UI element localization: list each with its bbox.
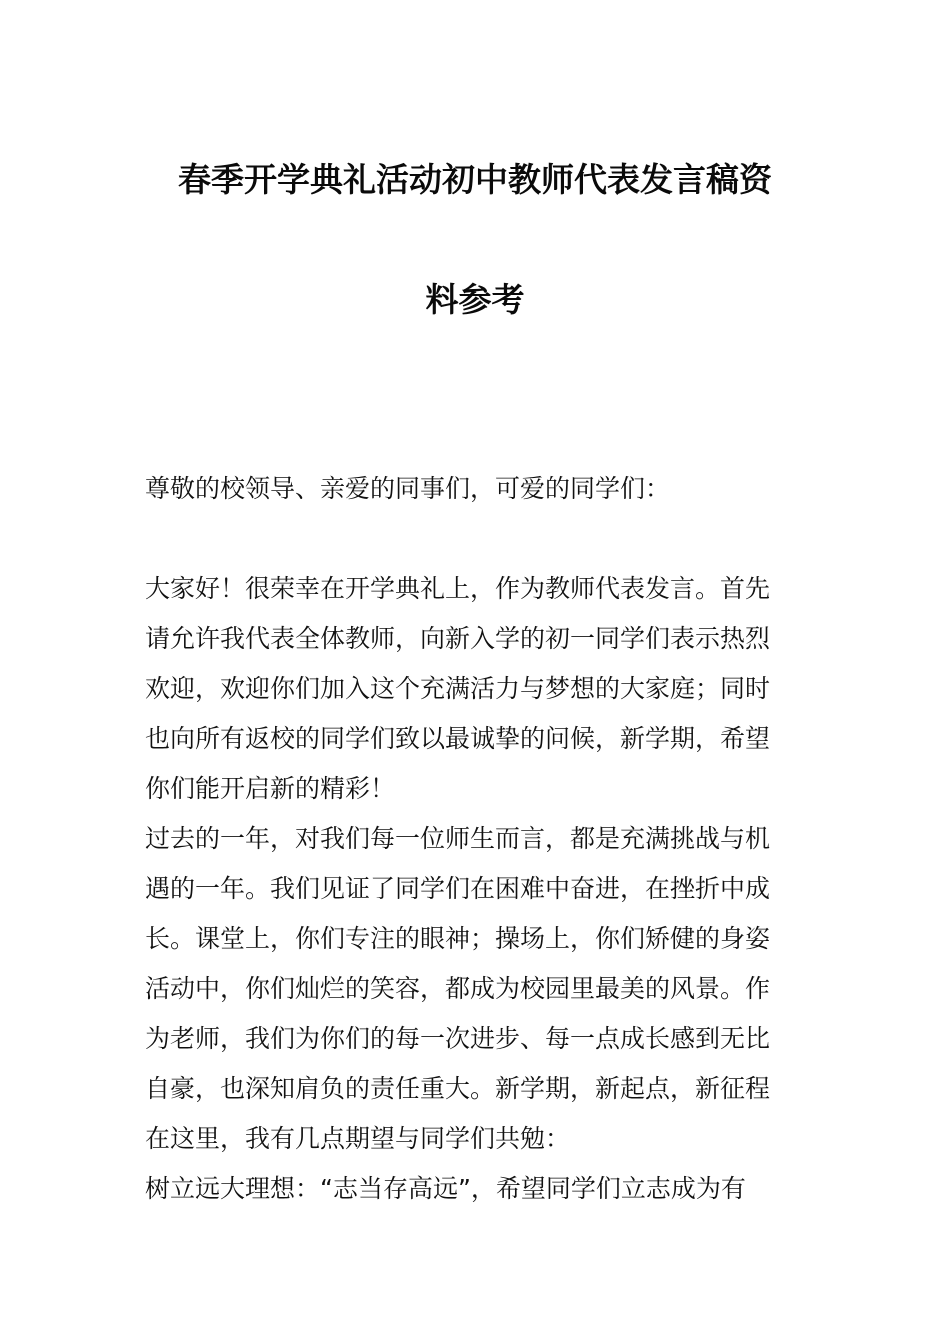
body-line: 为老师，我们为你们的每一次进步、每一点成长感到无比	[145, 1024, 771, 1053]
body-line: 请允许我代表全体教师，向新入学的初一同学们表示热烈	[145, 624, 771, 653]
salutation: 尊敬的校领导、亲爱的同事们，可爱的同学们：	[145, 474, 671, 503]
body-line: 树立远大理想：“志当存高远”，希望同学们立志成为有	[145, 1174, 746, 1203]
body-line: 也向所有返校的同学们致以最诚挚的问候，新学期，希望	[145, 724, 771, 753]
document-title-line-2: 料参考	[425, 280, 525, 319]
body-line: 过去的一年，对我们每一位师生而言，都是充满挑战与机	[145, 824, 771, 853]
body-line: 大家好！很荣幸在开学典礼上，作为教师代表发言。首先	[145, 574, 771, 603]
body-line: 长。课堂上，你们专注的眼神；操场上，你们矫健的身姿	[145, 924, 771, 953]
body-line: 欢迎，欢迎你们加入这个充满活力与梦想的大家庭；同时	[145, 674, 771, 703]
body-line: 遇的一年。我们见证了同学们在困难中奋进，在挫折中成	[145, 874, 771, 903]
body-line: 自豪，也深知肩负的责任重大。新学期，新起点，新征程	[145, 1074, 771, 1103]
document-title-line-1: 春季开学典礼活动初中教师代表发言稿资	[178, 160, 772, 199]
body-line: 活动中，你们灿烂的笑容，都成为校园里最美的风景。作	[145, 974, 771, 1003]
body-line: 在这里，我有几点期望与同学们共勉：	[145, 1124, 571, 1153]
body-text	[145, 564, 815, 1214]
body-line: 你们能开启新的精彩！	[145, 774, 396, 803]
